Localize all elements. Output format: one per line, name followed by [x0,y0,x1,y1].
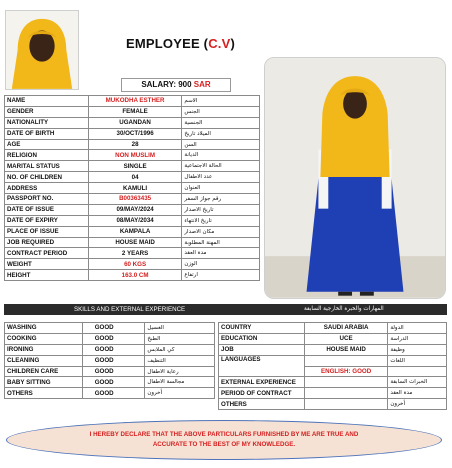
personal-row [5,96,260,107]
title-cv: C.V [208,36,231,51]
job-value: HOUSE MAID [304,344,387,355]
period-of-contract-label: PERIOD OF CONTRACT [219,388,305,399]
skills-table [4,322,215,399]
full-length-photo-image [265,58,445,298]
job-label-ar: وظيفة [388,344,447,355]
education-label-ar: الدراسة [388,333,447,344]
personal-row-label-ar: تاريخ الاصدار [182,204,260,215]
skill-row [5,344,215,355]
experience-body [219,323,447,410]
others-label: OTHERS [219,399,305,410]
salary-label: SALARY: 900 [141,80,192,89]
personal-row [5,106,260,117]
personal-row [5,194,260,205]
languages-value: ENGLISH: GOOD [304,366,387,377]
skill-row-value: GOOD [82,388,145,399]
education-value: UCE [304,333,387,344]
personal-row-label-ar: الديانة [182,150,260,161]
personal-row-label-ar: المهنة المطلوبة [182,237,260,248]
skill-row [5,377,215,388]
personal-row-label: CONTRACT PERIOD [5,248,89,259]
skill-row-label: WASHING [5,323,83,334]
languages-spacer [388,366,447,377]
personal-row-value: KAMULI [88,183,182,194]
personal-row-value: 30/OCT/1996 [88,128,182,139]
personal-row-value: 08/MAY/2034 [88,215,182,226]
period-of-contract-value [304,388,387,399]
skill-row-value: GOOD [82,344,145,355]
external-experience-value [304,377,387,388]
personal-row-label-ar: رقم جواز السفر [182,194,260,205]
personal-row-label: ADDRESS [5,183,89,194]
personal-row-label-ar: السن [182,139,260,150]
personal-row [5,248,260,259]
experience-row-period [219,388,447,399]
skill-row [5,323,215,334]
personal-row-label-ar: الجنسية [182,117,260,128]
skill-row-label-ar: أخرون [145,388,215,399]
personal-row-label: MARITAL STATUS [5,161,89,172]
skill-row-label-ar: رعاية الاطفال [145,366,215,377]
personal-row [5,139,260,150]
skills-body [5,323,215,399]
skill-row-label-ar: كي الملابس [145,344,215,355]
skill-row-value: GOOD [82,323,145,334]
experience-row-others [219,399,447,410]
skill-row-label-ar: الطبخ [145,333,215,344]
personal-row [5,172,260,183]
personal-row-label: NATIONALITY [5,117,89,128]
salary-box [121,78,231,92]
personal-row-value: 60 KGS [88,259,182,270]
skill-row-label: OTHERS [5,388,83,399]
personal-row-label: GENDER [5,106,89,117]
personal-row [5,226,260,237]
skill-row-label-ar: التنظيف [145,355,215,366]
skill-row-label: COOKING [5,333,83,344]
personal-row-label: NAME [5,96,89,107]
personal-row-label-ar: الجنس [182,106,260,117]
personal-row-label: DATE OF BIRTH [5,128,89,139]
personal-row-label: RELIGION [5,150,89,161]
skills-header-en: SKILLS AND EXTERNAL EXPERIENCE [74,306,186,313]
personal-row-value: MUKODHA ESTHER [88,96,182,107]
personal-row-value: SINGLE [88,161,182,172]
experience-row-job [219,344,447,355]
experience-row-languages [219,355,447,366]
others-label-ar: أخرون [388,399,447,410]
country-label: COUNTRY [219,323,305,334]
personal-row-label: PLACE OF ISSUE [5,226,89,237]
personal-row [5,237,260,248]
skill-row-label-ar: مجالسة الاطفال [145,377,215,388]
skill-row-value: GOOD [82,333,145,344]
experience-row-external [219,377,447,388]
experience-row-country [219,323,447,334]
personal-row-label: PASSPORT NO. [5,194,89,205]
personal-row-value: 09/MAY/2024 [88,204,182,215]
personal-row-value: 28 [88,139,182,150]
personal-row-label: JOB REQUIRED [5,237,89,248]
full-length-photo [264,57,446,299]
education-label: EDUCATION [219,333,305,344]
skills-header-ar: المهارات والخبرة الخارجية السابقة [304,306,384,312]
personal-row [5,150,260,161]
personal-row-value: UGANDAN [88,117,182,128]
personal-row-label-ar: تاريخ الانتهاء [182,215,260,226]
personal-row [5,183,260,194]
personal-row-label-ar: الوزن [182,259,260,270]
personal-row-value: KAMPALA [88,226,182,237]
personal-info-body [5,96,260,281]
personal-row [5,161,260,172]
experience-row-education [219,333,447,344]
personal-row-value: 163.0 CM [88,270,182,281]
personal-row-label: DATE OF ISSUE [5,204,89,215]
title-prefix: EMPLOYEE ( [126,36,209,51]
skill-row [5,366,215,377]
personal-row [5,128,260,139]
personal-row-value: 2 YEARS [88,248,182,259]
declaration-box [6,420,442,460]
personal-row-label-ar: الاسم [182,96,260,107]
skill-row-label: CLEANING [5,355,83,366]
personal-row-value: B00363435 [88,194,182,205]
personal-row-label-ar: الحالة الاجتماعية [182,161,260,172]
period-of-contract-label-ar: مدة العقد [388,388,447,399]
personal-row-label: DATE OF EXPIRY [5,215,89,226]
languages-value-blank [304,355,387,366]
skill-row [5,355,215,366]
salary-currency: SAR [193,80,211,89]
others-value [304,399,387,410]
personal-row-label-ar: مدة العقد [182,248,260,259]
skill-row [5,333,215,344]
skill-row-label-ar: الغسيل [145,323,215,334]
personal-row-value: HOUSE MAID [88,237,182,248]
portrait-photo-image [6,11,78,89]
personal-row-value: 04 [88,172,182,183]
personal-info-table [4,95,260,281]
skill-row-label: BABY SITTING [5,377,83,388]
personal-row-label: WEIGHT [5,259,89,270]
page-title [126,36,235,51]
portrait-photo [5,10,79,90]
personal-row [5,259,260,270]
skill-row-value: GOOD [82,377,145,388]
experience-table [218,322,447,410]
personal-row [5,204,260,215]
skill-row-label: IRONING [5,344,83,355]
personal-row-label-ar: الميلاد تاريخ [182,128,260,139]
personal-row-value: FEMALE [88,106,182,117]
personal-row-value: NON MUSLIM [88,150,182,161]
personal-row-label-ar: مكان الاصدار [182,226,260,237]
declaration-line-1: I HEREBY DECLARE THAT THE ABOVE PARTICULARS FURNISHED BY ME ARE TRUE AND [89,431,359,438]
skill-row [5,388,215,399]
job-label: JOB [219,344,305,355]
country-value: SAUDI ARABIA [304,323,387,334]
country-label-ar: الدولة [388,323,447,334]
languages-label: LANGUAGES [219,355,305,377]
personal-row [5,215,260,226]
personal-row [5,117,260,128]
languages-label-ar: اللغات [388,355,447,366]
skill-row-value: GOOD [82,366,145,377]
skill-row-value: GOOD [82,355,145,366]
personal-row-label: NO. OF CHILDREN [5,172,89,183]
declaration-line-2: ACCURATE TO THE BEST OF MY KNOWLEDGE. [152,441,296,448]
personal-row [5,270,260,281]
external-experience-label: EXTERNAL EXPERIENCE [219,377,305,388]
personal-row-label-ar: العنوان [182,183,260,194]
personal-row-label: AGE [5,139,89,150]
skills-header-bar [4,304,447,315]
external-experience-label-ar: الخبرات السابقة [388,377,447,388]
personal-row-label-ar: عدد الاطفال [182,172,260,183]
title-suffix: ) [230,36,235,51]
personal-row-label-ar: ارتفاع [182,270,260,281]
skill-row-label: CHILDREN CARE [5,366,83,377]
personal-row-label: HEIGHT [5,270,89,281]
